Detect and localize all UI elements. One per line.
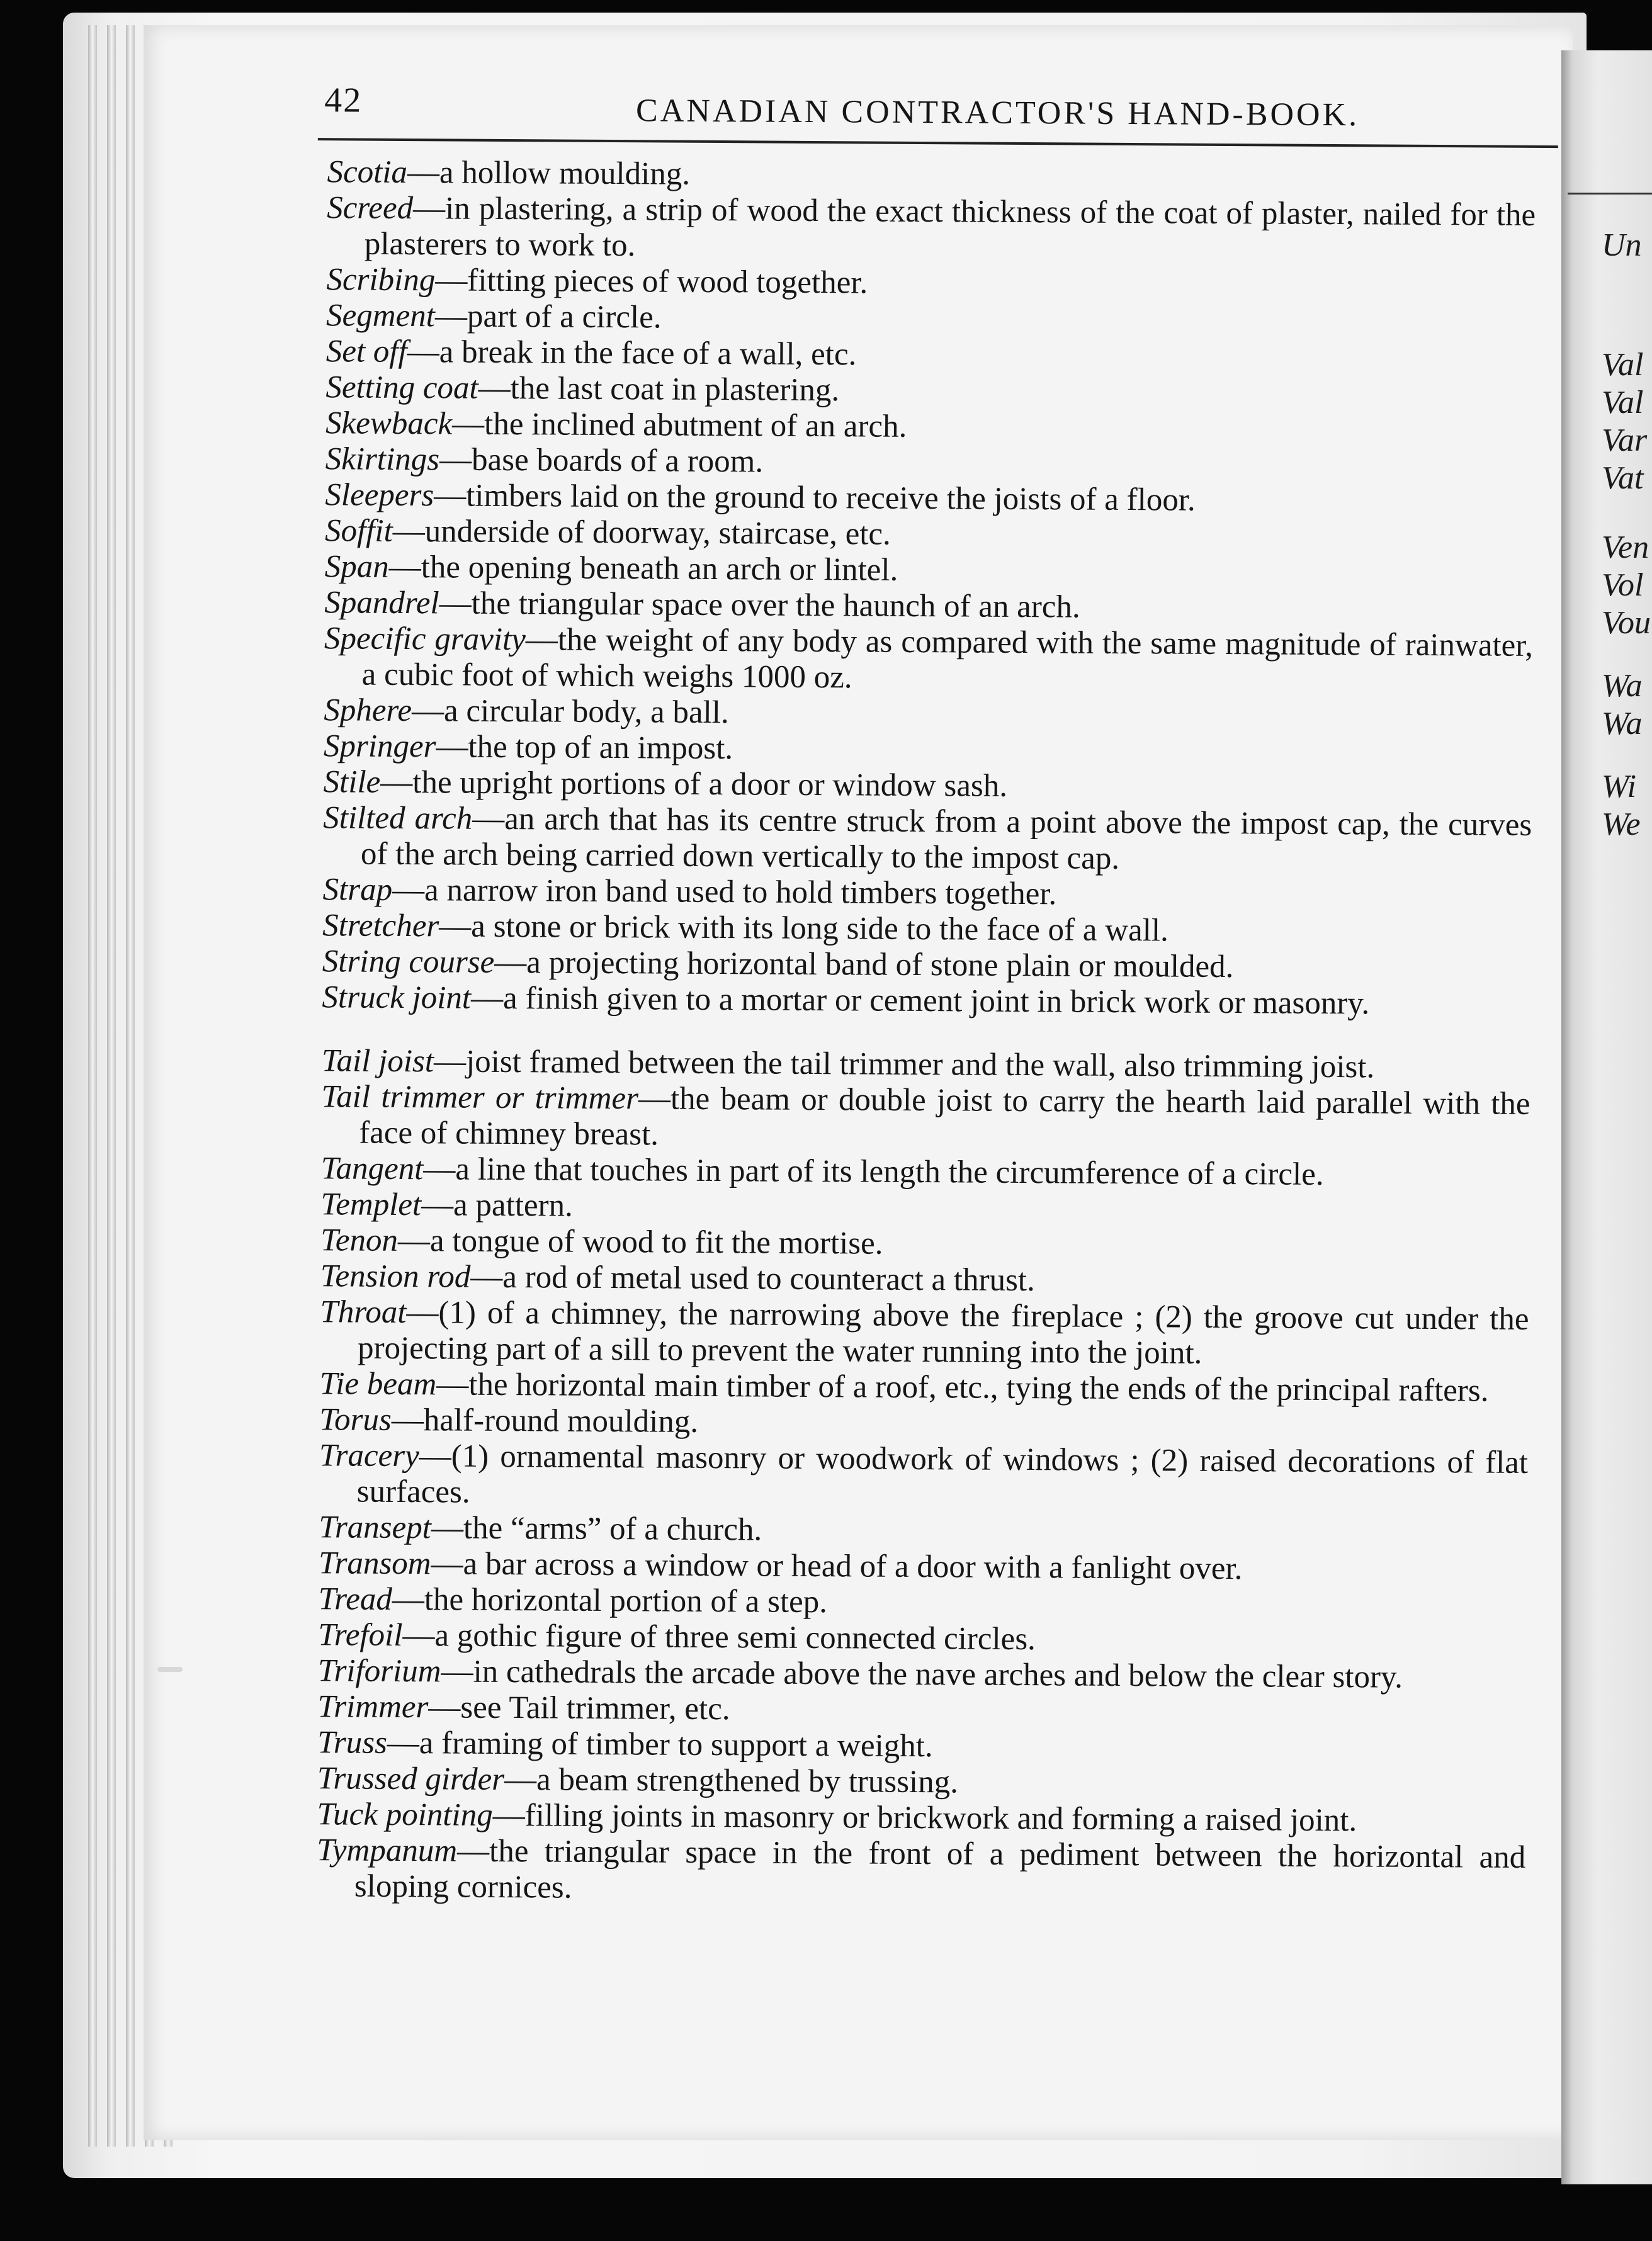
entry-term: Torus [319,1402,392,1438]
entry-term: Segment [325,298,436,334]
entry-term: Screed [327,190,414,227]
entry-definition: —an arch that has its centre struck from a point above the impost cap, the curves of the arch being carried down vertically to the impost cap. [360,801,1532,876]
entry-definition: —the opening beneath an arch or lintel. [388,549,898,588]
entry-definition: —the horizontal main timber of a roof, etc., tying the ends of the principal rafters. [436,1367,1489,1409]
entry-definition: —the inclined abutment of an arch. [451,406,907,444]
entry-definition: —(1) of a chimney, the narrowing above the fireplace ; (2) the groove cut under the projecting part of a sill to prevent the water running into the joint. [357,1295,1529,1371]
entry-definition: —part of a circle. [434,298,662,336]
entry-definition: —a pattern. [421,1187,574,1224]
entry-term: Tail trimmer or trimmer [321,1079,639,1117]
entry-term: Tangent [320,1151,424,1187]
glossary-entry [319,1438,1529,1517]
entry-term: Tension rod [320,1258,471,1295]
entry-term: Stretcher [322,908,439,944]
facing-page-fragment: Vol [1602,567,1644,603]
entry-term: Skewback [325,405,453,442]
entry-definition: —the last coat in plastering. [478,370,840,409]
facing-page-fragment: Val [1602,347,1644,383]
entry-definition: —a beam strengthened by trussing. [504,1762,959,1800]
entry-term: Stilted arch [323,800,473,837]
entry-term: Tail joist [321,1043,434,1080]
entry-term: Sphere [324,692,412,729]
facing-page-fragment: Wa [1602,668,1643,704]
entry-term: Soffit [324,513,393,549]
entry-definition: —half-round moulding. [391,1402,699,1440]
entry-term: Strap [322,872,393,908]
entry-definition: —a hollow moulding. [407,155,691,192]
entry-term: Tenon [320,1222,399,1258]
glossary-entry [327,190,1536,269]
entry-term: Springer [323,728,436,765]
facing-page-fragment: Var [1602,422,1648,458]
entry-term: Struck joint [322,979,472,1016]
entry-definition: —the weight of any body as compared with the same magnitude of rainwater, a cubic foot of which weighs 1000 oz. [361,622,1534,696]
entry-definition: —a stone or brick with its long side to the face of a wall. [439,908,1168,949]
entry-term: Tread [318,1581,392,1617]
glossary-entry [324,621,1533,700]
entry-definition: —base boards of a room. [439,442,764,480]
entry-definition: —a gothic figure of three semi connected circles. [402,1618,1036,1657]
entry-definition: —the top of an impost. [436,729,733,767]
entry-definition: —the triangular space in the front of a pediment between the horizontal and sloping cornices. [354,1833,1526,1905]
entry-term: Truss [317,1725,388,1761]
entry-definition: —in cathedrals the arcade above the nave arches and below the clear story. [441,1654,1403,1695]
entry-definition: —filling joints in masonry or brickwork and forming a raised joint. [492,1797,1357,1839]
facing-page-fragment: Vat [1602,460,1644,496]
glossary-entries [317,154,1536,1912]
entry-definition: —a rod of metal used to counteract a thrust. [470,1259,1035,1299]
entry-term: Setting coat [325,370,478,406]
entry-term: Span [324,549,389,585]
entry-definition: —a narrow iron band used to hold timbers together. [392,872,1057,912]
entry-term: Set off [325,334,407,370]
entry-definition: —underside of doorway, staircase, etc. [392,513,891,552]
glossary-entry [323,800,1532,879]
entry-term: Transept [319,1510,432,1546]
entry-term: Tuck pointing [317,1797,493,1833]
entry-definition: —a break in the face of a wall, etc. [407,334,857,373]
facing-page-fragment: Val [1602,385,1644,421]
entry-term: Throat [320,1294,407,1331]
entry-term: Skirtings [325,441,440,478]
header-rule [318,138,1558,148]
entry-term: Spandrel [324,585,439,621]
entry-term: Trussed girder [317,1761,505,1798]
entry-definition: —a line that touches in part of its length the circumference of a circle. [423,1151,1324,1192]
glossary-entry [321,1079,1530,1158]
entry-definition: —a bar across a window or head of a door with a fanlight over. [431,1546,1243,1587]
entry-definition: —a finish given to a mortar or cement joint in brick work or masonry. [470,980,1370,1022]
entry-term: Scribing [326,262,436,298]
entry-definition: —the upright portions of a door or window sash. [380,764,1008,804]
entry-term: Stile [323,764,381,800]
entry-term: Tracery [319,1438,419,1474]
facing-page-fragment: Vou [1602,605,1651,641]
facing-page-fragment: Wa [1602,706,1643,742]
entry-definition: —timbers laid on the ground to receive the joists of a floor. [434,478,1196,518]
entry-term: Trimmer [317,1689,429,1725]
glossary-entry [320,1294,1529,1374]
page-number: 42 [324,81,363,120]
entry-definition: —joist framed between the tail trimmer and the wall, also trimming joist. [433,1044,1375,1085]
entry-definition: —a circular body, a ball. [411,693,729,731]
entry-definition: —the horizontal portion of a step. [392,1581,828,1620]
facing-page-fragment: Ven [1602,529,1649,565]
entry-definition: —fitting pieces of wood together. [435,262,868,301]
facing-page-fragment: Un [1602,227,1642,263]
running-head: CANADIAN CONTRACTOR'S HAND-BOOK. [635,93,1360,133]
entry-definition: —see Tail trimmer, etc. [428,1690,730,1727]
entry-definition: —the “arms” of a church. [431,1510,762,1548]
entry-definition: —in plastering, a strip of wood the exact thickness of the coat of plaster, nailed for the plasterers to work to. [364,191,1536,264]
facing-page-fragment: We [1602,806,1641,842]
entry-term: Sleepers [325,477,434,514]
entry-term: Templet [320,1187,422,1223]
entry-definition: —the triangular space over the haunch of an arch. [439,585,1080,625]
entry-definition: —a framing of timber to support a weight. [387,1725,933,1764]
facing-page-fragment: Wi [1602,769,1636,804]
entry-term: Specific gravity [324,621,526,658]
entry-term: Tympanum [317,1832,458,1869]
glossary-entry [322,979,1530,1023]
entry-definition: —a projecting horizontal band of stone plain or moulded. [494,944,1234,985]
entry-term: Trefoil [318,1617,403,1654]
entry-term: Transom [318,1545,431,1582]
entry-definition: —a tongue of wood to fit the mortise. [397,1222,883,1262]
entry-term: Scotia [327,154,408,191]
entry-term: Triforium [317,1653,441,1690]
entry-definition: —the beam or double joist to carry the hearth laid parallel with the face of chimney breast. [359,1081,1530,1153]
entry-definition: —(1) ornamental masonry or woodwork of windows ; (2) raised decorations of flat surfaces. [356,1438,1529,1510]
entry-term: Tie beam [319,1366,437,1403]
entry-term: String course [322,944,495,980]
glossary-entry [317,1832,1526,1912]
